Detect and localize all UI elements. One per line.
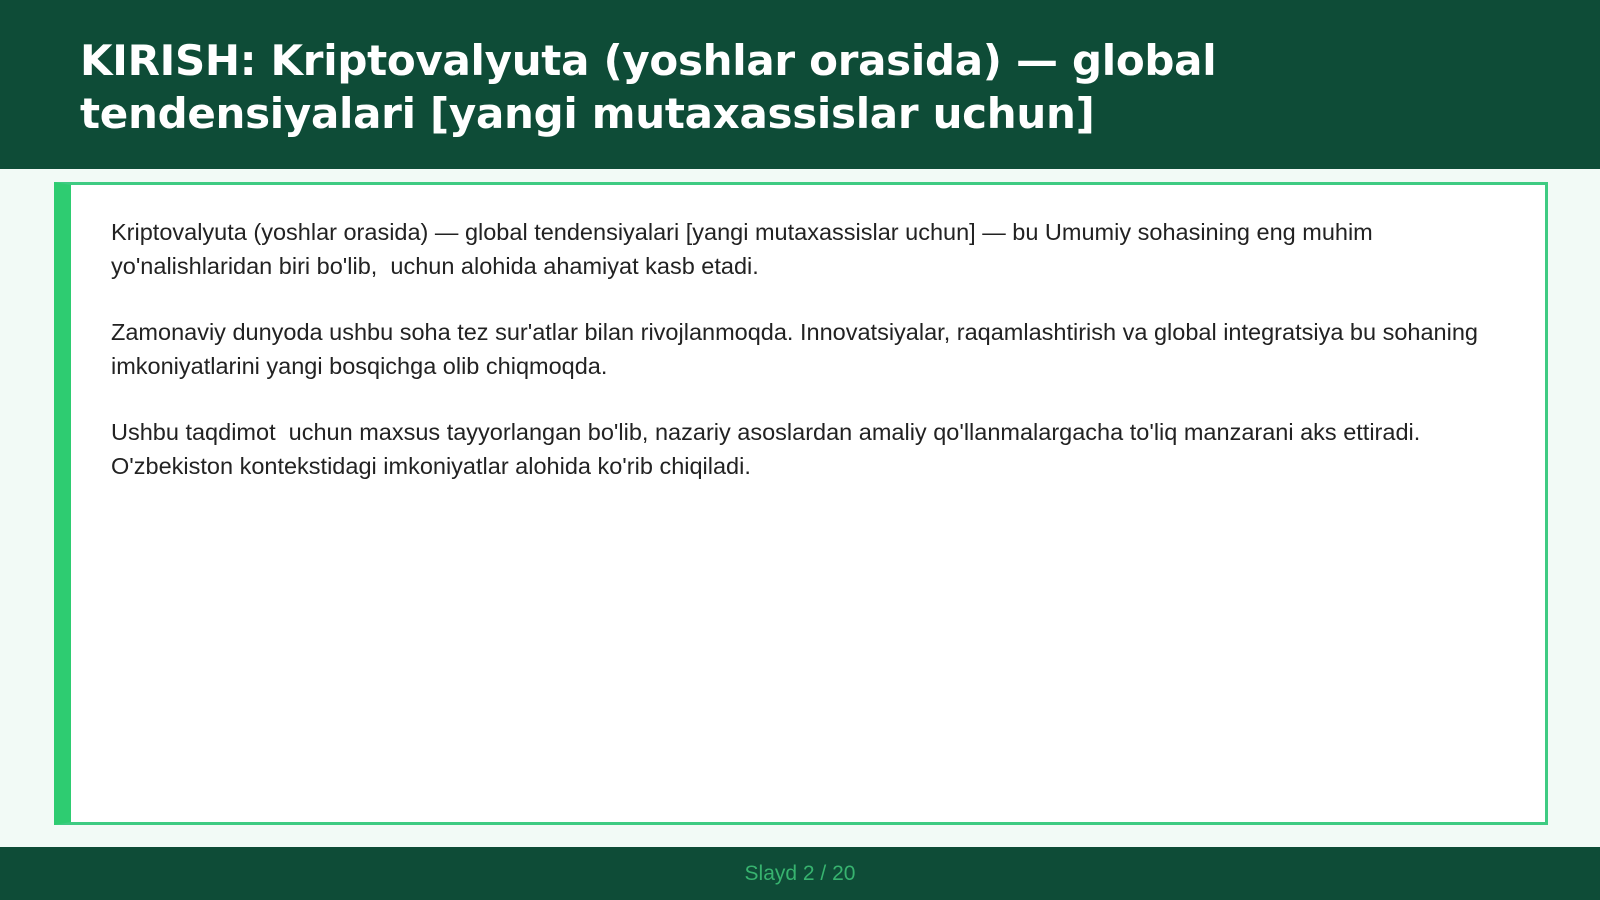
slide-counter: Slayd 2 / 20 bbox=[744, 861, 856, 885]
content-card bbox=[54, 182, 1548, 825]
slide-header bbox=[0, 0, 1600, 169]
slide-footer bbox=[0, 847, 1600, 900]
intro-paragraph: Kriptovalyuta (yoshlar orasida) — global tendensiyalari [yangi mutaxassislar uchun] — bu Umumiy sohasining eng muhim yo'nalishlaridan biri bo'lib, uchun alohida ahamiyat kasb etadi. bbox=[111, 219, 1380, 279]
presentation-purpose-paragraph: Ushbu taqdimot uchun maxsus tayyorlangan bo'lib, nazariy asoslardan amaliy qo'llanmalargacha to'liq manzarani aks ettiradi. O'zbekiston kontekstidagi imkoniyatlar alohida ko'rib chiqiladi. bbox=[111, 419, 1427, 479]
slide-title: KIRISH: Kriptovalyuta (yoshlar orasida) — global tendensiyalari [yangi mutaxassislar uchun] bbox=[80, 36, 1217, 138]
modern-world-paragraph: Zamonaviy dunyoda ushbu soha tez sur'atlar bilan rivojlanmoqda. Innovatsiyalar, raqamlashtirish va global integratsiya bu sohaning imkoniyatlarini yangi bosqichga olib chiqmoqda. bbox=[111, 319, 1485, 379]
